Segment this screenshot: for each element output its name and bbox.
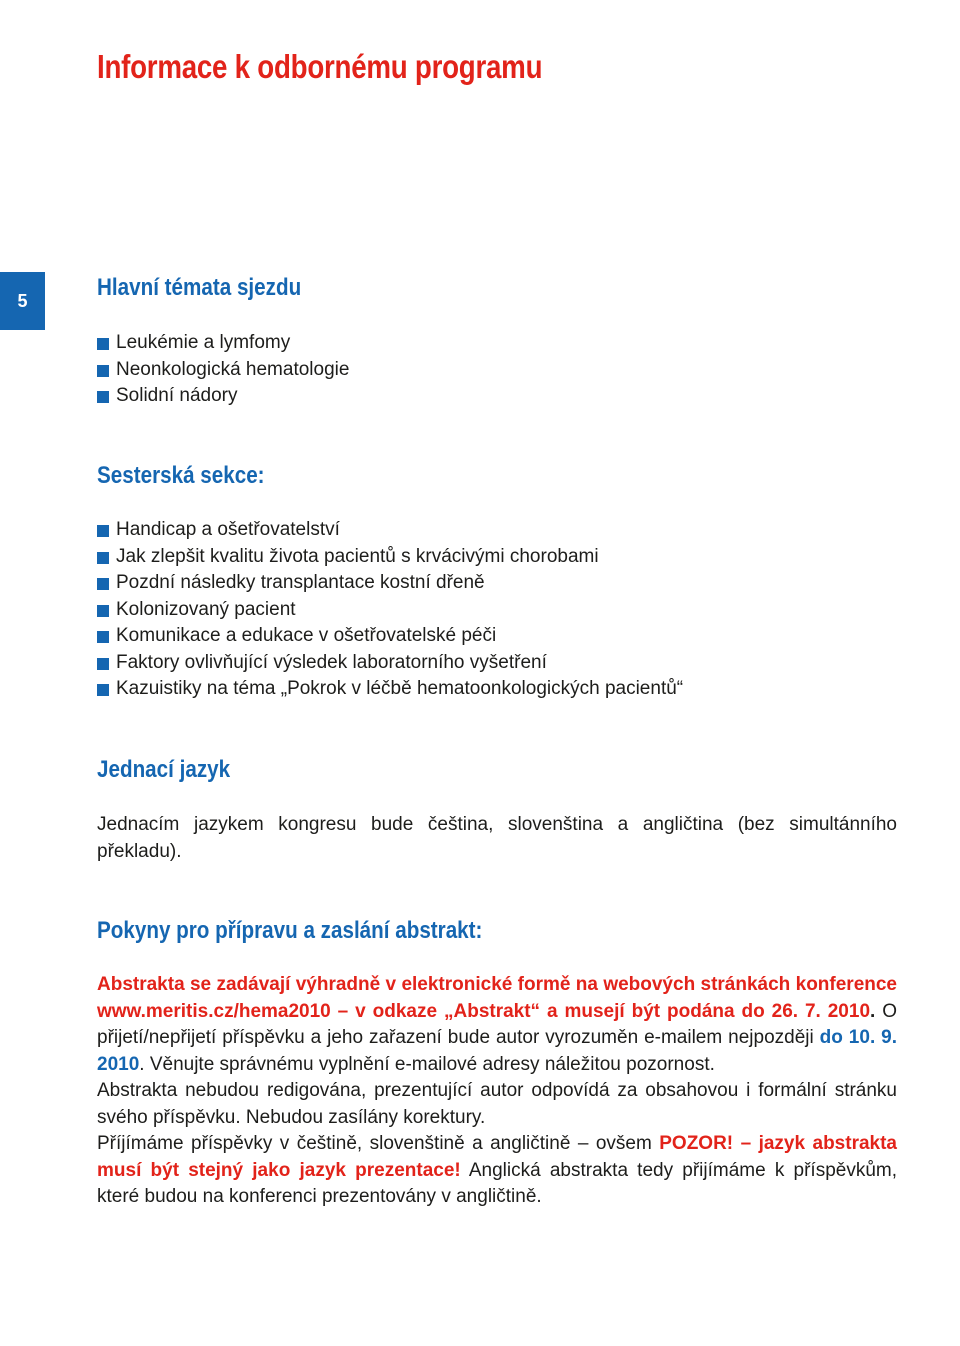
list-item [97, 676, 683, 703]
abstracts-paragraph-1 [97, 972, 897, 1078]
list-item [97, 330, 349, 357]
list-item-label: Faktory ovlivňující výsledek laboratorního vyšetření [116, 651, 547, 673]
acceptance-text: O přijetí/nepřijetí příspěvku a jeho zařazení bude autor vyrozuměn e-mailem nejpozději [97, 1000, 897, 1048]
list-item-label: Jak zlepšit kvalitu života pacientů s krvácivými chorobami [116, 545, 599, 567]
page-number: 5 [17, 290, 28, 311]
list-item-label: Neonkologická hematologie [116, 358, 350, 380]
page-number-tab [0, 272, 45, 330]
bullet-square-icon [97, 391, 109, 403]
bullet-square-icon [97, 605, 109, 617]
bullet-square-icon [97, 658, 109, 670]
abstracts-paragraph-2: Abstrakta nebudou redigována, prezentující autor odpovídá za obsahovou i formální stránku svého příspěvku. Nebudou zasílány korektury. [97, 1080, 897, 1128]
abstracts-body [97, 972, 897, 1211]
list-item-label: Leukémie a lymfomy [116, 332, 291, 353]
nursing-list [97, 517, 683, 703]
topics-heading: Hlavní témata sjezdu [97, 274, 302, 301]
list-item [97, 383, 349, 410]
list-item [97, 544, 683, 571]
language-text: Jednacím jazykem kongresu bude čeština, slovenština a angličtina (bez simultánního překladu). [97, 814, 897, 862]
list-item [97, 623, 683, 650]
sentence-dot: . [870, 1000, 876, 1022]
notification-date: do 10. 9. 2010 [97, 1027, 898, 1075]
list-item [97, 517, 683, 544]
list-item-label: Kazuistiky na téma „Pokrok v léčbě hematoonkologických pacientů“ [116, 678, 684, 699]
list-item-label: Komunikace a edukace v ošetřovatelské péči [116, 625, 497, 646]
abstracts-paragraph-3 [97, 1131, 897, 1211]
language-paragraph [97, 812, 897, 865]
warning-text: POZOR! – jazyk abstrakta musí být stejný jako jazyk prezentace! [97, 1133, 897, 1181]
language-heading: Jednací jazyk [97, 756, 231, 783]
page-title: Informace k odbornému programu [97, 48, 543, 85]
bullet-square-icon [97, 552, 109, 564]
nursing-heading: Sesterská sekce: [97, 462, 265, 489]
submission-notice: Abstrakta se zadávají výhradně v elektronické formě na webových stránkách konference www.meritis.cz/hema2010 – v odkaze „Abstrakt“ a musejí být podána do 26. 7. 2010 [97, 974, 897, 1022]
list-item [97, 570, 683, 597]
abstracts-heading: Pokyny pro přípravu a zaslání abstrakt: [97, 917, 483, 944]
list-item [97, 597, 683, 624]
languages-text: Příjímáme příspěvky v češtině, slovenštině a angličtině – ovšem [97, 1133, 660, 1154]
bullet-square-icon [97, 578, 109, 590]
list-item-label: Handicap a ošetřovatelství [116, 519, 340, 540]
list-item-label: Pozdní následky transplantace kostní dřeně [116, 572, 485, 593]
bullet-square-icon [97, 365, 109, 377]
english-abstracts-note: Anglická abstrakta tedy přijímáme k příspěvkům, které budou na konferenci prezentovány v angličtině. [97, 1159, 898, 1207]
topics-list [97, 330, 349, 410]
bullet-square-icon [97, 631, 109, 643]
list-item-label: Kolonizovaný pacient [116, 598, 296, 620]
list-item-label: Solidní nádory [116, 385, 238, 406]
bullet-square-icon [97, 684, 109, 696]
bullet-square-icon [97, 338, 109, 350]
email-note: . Věnujte správnému vyplnění e-mailové adresy náležitou pozornost. [139, 1053, 715, 1075]
list-item [97, 357, 349, 384]
bullet-square-icon [97, 525, 109, 537]
list-item [97, 650, 683, 677]
